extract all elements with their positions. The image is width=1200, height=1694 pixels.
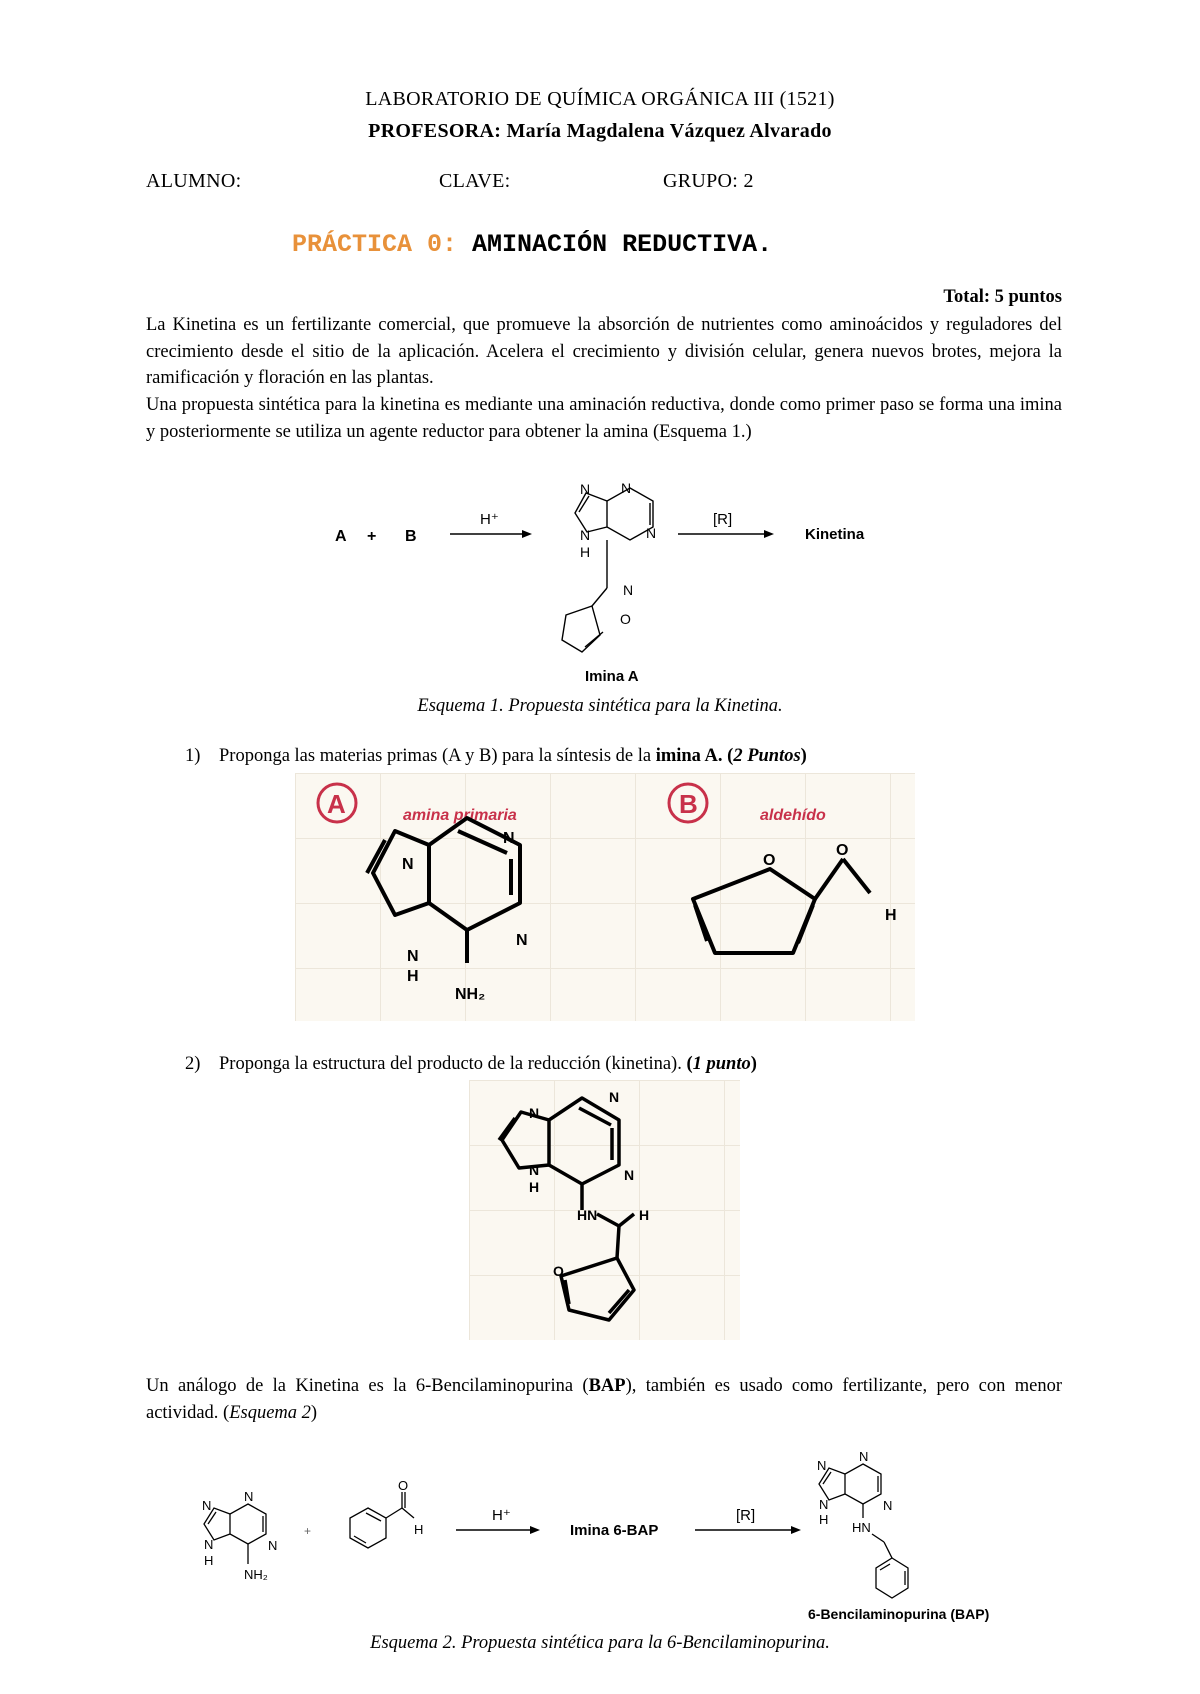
atom-n: N [503,830,515,847]
scheme-2 [180,1438,1050,1638]
atom-n: N [204,1537,214,1552]
bap-abbr: BAP [588,1376,626,1396]
scheme-2-arrow-2-label: [R] [736,1507,756,1524]
atom-o: O [398,1478,409,1493]
atom-o: O [553,1263,564,1279]
bap-text-close: ) [310,1402,318,1423]
atom-h: H [204,1553,214,1568]
adenine-structure [367,818,520,963]
intermediate-label: Imina A [585,668,639,685]
atom-o: O [836,842,849,859]
answer-1-drawing [295,773,915,1021]
answer-2-drawing [469,1080,740,1340]
scheme-2-intermediate: Imina 6-BAP [570,1522,659,1539]
question-1-number: 1) [185,746,201,766]
plus-sign: + [304,1524,312,1538]
furfural-structure [693,859,870,953]
question-1: Proponga las materias primas (A y B) para la síntesis de la imina A. (2 Puntos) [219,746,807,766]
atom-n: N [623,582,634,598]
plus-sign: + [367,528,377,545]
group-label: GRUPO: [663,170,739,192]
atom-n: N [407,948,419,965]
practice-topic: AMINACIÓN REDUCTIVA. [472,230,773,259]
atom-n: N [859,1449,869,1464]
professor-line [0,120,1200,143]
bap-product-label: 6-Bencilaminopurina (BAP) [808,1606,990,1622]
question-2-points: 1 punto [692,1054,751,1074]
atom-n: N [621,480,632,496]
intro-paragraph-2: Una propuesta sintética para la kinetina es mediante una aminación reductiva, donde como primer paso se forma una imina y posteriormente se utiliza un agente reductor para obtener la amina (Esquema 1.) [146,395,1062,442]
answer-2-image [469,1080,740,1340]
atom-nh2: NH₂ [455,986,486,1003]
reactant-a: A [335,528,347,545]
question-2-number: 2) [185,1054,201,1074]
atom-n: N [202,1498,212,1513]
atom-nh2: NH₂ [244,1567,268,1582]
answer-a-note: amina primaria [403,807,517,824]
course-title: LABORATORIO DE QUÍMICA ORGÁNICA III (1521) [365,88,835,110]
atom-hn: HN [852,1520,871,1535]
atom-o: O [620,611,631,627]
question-1-text: Proponga las materias primas (A y B) para la síntesis de la [219,746,656,766]
student-label: ALUMNO: [146,170,242,192]
scheme-2-caption: Esquema 2. Propuesta sintética para la 6-Bencilaminopurina. [370,1633,830,1653]
atom-n: N [402,856,414,873]
benzaldehyde-structure [350,1492,414,1548]
atom-n: N [244,1489,254,1504]
atom-n: N [883,1498,893,1513]
scheme-2-arrow-2-head [791,1526,801,1534]
question-2-text: Proponga la estructura del producto de la reducción (kinetina). [219,1054,682,1074]
question-1-points: 2 Puntos [733,746,801,766]
atom-n: N [268,1538,278,1553]
product-kinetina: Kinetina [805,526,865,543]
professor-name: María Magdalena Vázquez Alvarado [506,120,832,142]
atom-n: N [580,481,591,497]
atom-n: N [624,1167,635,1183]
bap-text-prefix: Un análogo de la Kinetina es la 6-Bencilaminopurina ( [146,1376,589,1396]
atom-h: H [639,1207,650,1223]
answer-a-letter: A [327,789,346,819]
atom-n: N [609,1089,620,1105]
bap-scheme-ref: Esquema 2 [229,1402,311,1423]
answer-1-image [295,773,915,1021]
group-field [663,170,754,193]
atom-n: N [817,1458,827,1473]
answer-b-note: aldehído [760,807,826,824]
key-label: CLAVE: [439,170,511,192]
atom-h: H [580,544,591,560]
atom-n: N [529,1105,540,1121]
question-1-bold: imina A. [655,746,723,766]
professor-label: PROFESORA: [368,120,502,142]
reactant-b: B [405,528,417,545]
kinetina-structure [499,1098,634,1320]
atom-n: N [819,1497,829,1512]
answer-b-letter: B [679,789,698,819]
practice-title [292,230,772,259]
scheme-1 [300,470,920,685]
question-2: Proponga la estructura del producto de la reducción (kinetina). (1 punto) [219,1054,757,1074]
arrow-2-label: [R] [713,511,733,528]
scheme-2-arrow-1-label: H⁺ [492,1507,511,1524]
total-points: Total: 5 puntos [943,287,1062,307]
atom-n: N [580,527,591,543]
arrow-1-label: H⁺ [480,511,499,528]
scheme-1-caption: Esquema 1. Propuesta sintética para la Kinetina. [417,696,783,716]
atom-h: H [819,1512,829,1527]
atom-o: O [763,852,776,869]
imine-a-structure [562,488,653,652]
bap-paragraph [146,1373,1062,1426]
atom-h: H [407,968,419,985]
atom-h: H [885,907,897,924]
atom-h: H [529,1179,540,1195]
atom-n: N [646,525,657,541]
intro-paragraph-1: La Kinetina es un fertilizante comercial, que promueve la absorción de nutrientes como aminoácidos y reguladores del crecimiento desde el sitio de la aplicación. Acelera el crecimiento y división celular, genera nuevos brotes, mejora la ramificación y floración en las plantas. [146,315,1062,388]
arrow-2-head [764,530,774,538]
group-value: 2 [743,170,754,192]
atom-nh: HN [577,1207,598,1223]
atom-n: N [529,1162,540,1178]
atom-h: H [414,1522,424,1537]
scheme-2-arrow-1-head [530,1526,540,1534]
arrow-1-head [522,530,532,538]
atom-n: N [516,932,528,949]
bap-text-suffix: ), también es usado como fertilizante, pero con menor actividad. ( [146,1376,1062,1423]
practice-number: PRÁCTICA 0: [292,230,458,259]
